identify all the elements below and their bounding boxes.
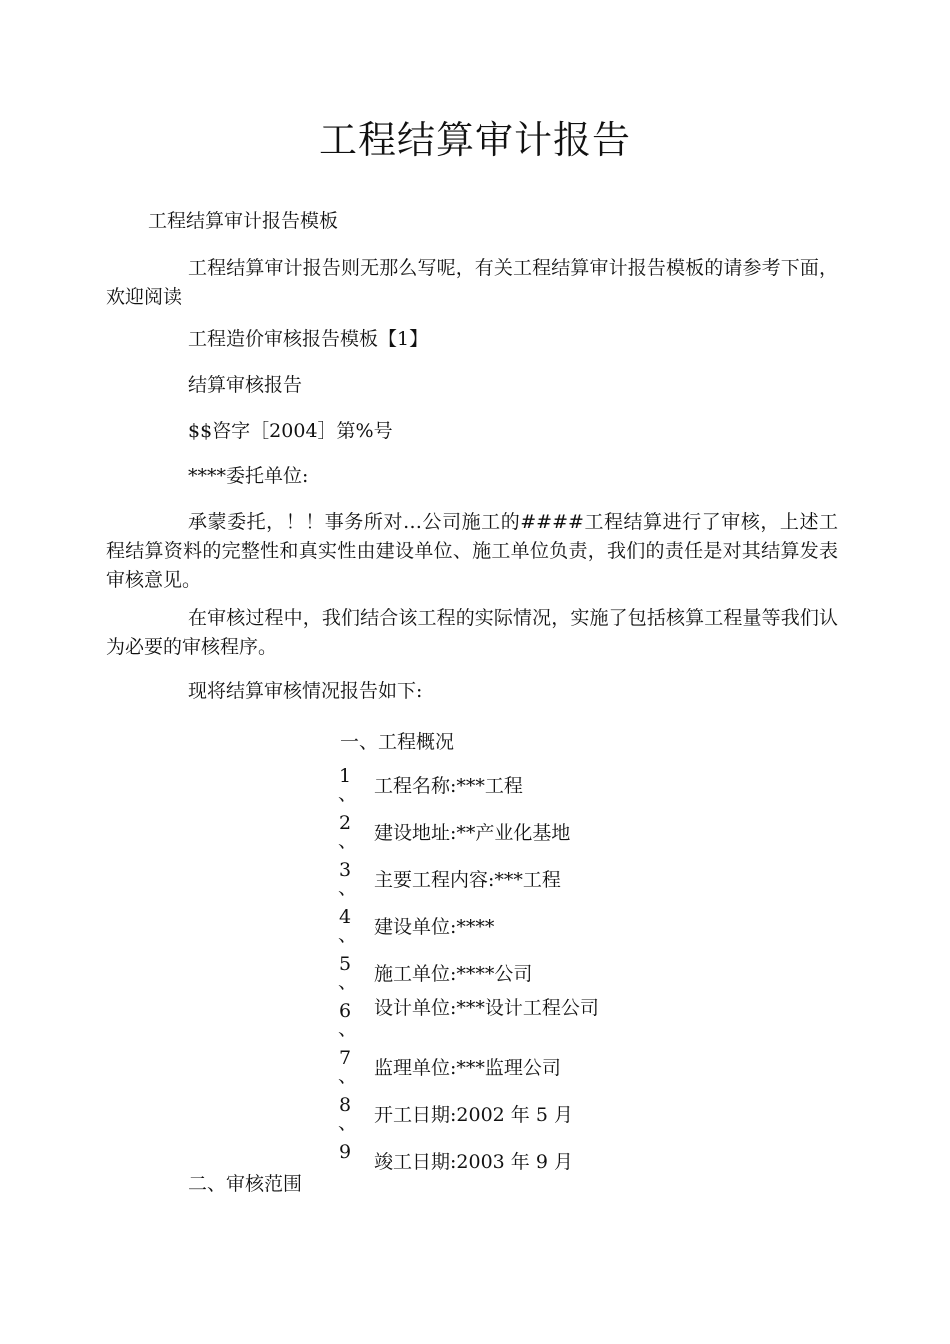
list-item-separator: 、 xyxy=(338,1065,358,1087)
list-item-separator: 、 xyxy=(338,971,358,993)
part1-heading: 一、工程概况 xyxy=(340,731,455,753)
list-item xyxy=(338,1139,608,1186)
list-item-text: 设计单位:***设计工程公司 xyxy=(374,997,599,1019)
list-item-number: 2 xyxy=(338,812,352,834)
list-item xyxy=(338,1092,608,1139)
list-item-separator: 、 xyxy=(338,783,358,805)
part2-heading: 二、审核范围 xyxy=(188,1173,303,1195)
report-lead: 现将结算审核情况报告如下: xyxy=(188,680,423,702)
list-item-separator: 、 xyxy=(338,830,358,852)
list-item-text: 主要工程内容:***工程 xyxy=(374,869,561,891)
list-item xyxy=(338,1045,608,1092)
body-paragraph-2: 在审核过程中，我们结合该工程的实际情况，实施了包括核算工程量等我们认为必要的审核程序。 xyxy=(106,607,838,658)
list-item xyxy=(338,904,608,951)
list-item-text: 监理单位:***监理公司 xyxy=(374,1057,561,1079)
template-subtitle: 工程结算审计报告模板 xyxy=(148,210,339,232)
list-item-text: 开工日期:2002 年 5 月 xyxy=(374,1104,573,1126)
document-title: 工程结算审计报告 xyxy=(318,118,631,162)
list-item-number: 1 xyxy=(338,765,352,787)
list-item xyxy=(338,810,608,857)
list-item-number: 9 xyxy=(338,1141,352,1163)
list-item-separator: 、 xyxy=(338,1018,358,1040)
report-name: 结算审核报告 xyxy=(188,374,303,396)
list-item-text: 竣工日期:2003 年 9 月 xyxy=(374,1151,573,1173)
body-paragraph-1: 承蒙委托，！！事务所对…公司施工的####工程结算进行了审核，上述工程结算资料的完整性和真实性由建设单位、施工单位负责，我们的责任是对其结算发表审核意见。 xyxy=(106,511,838,591)
intro-paragraph: 工程结算审计报告则无那么写呢，有关工程结算审计报告模板的请参考下面，欢迎阅读 xyxy=(106,257,838,308)
list-item-separator: 、 xyxy=(338,1112,358,1134)
list-item-number: 8 xyxy=(338,1094,352,1116)
list-item-text: 建设地址:**产业化基地 xyxy=(374,822,571,844)
list-item-number: 3 xyxy=(338,859,352,881)
list-item-text: 施工单位:****公司 xyxy=(374,963,533,985)
list-item xyxy=(338,857,608,904)
list-item-number: 4 xyxy=(338,906,352,928)
section-heading: 工程造价审核报告模板【1】 xyxy=(188,328,429,350)
document-number: $$咨字［2004］第%号 xyxy=(188,420,393,442)
list-item-number: 5 xyxy=(338,953,352,975)
list-item-number: 6 xyxy=(338,1000,352,1022)
list-item-text: 工程名称:***工程 xyxy=(374,775,523,797)
list-item-number: 7 xyxy=(338,1047,352,1069)
list-item xyxy=(338,998,608,1045)
list-item xyxy=(338,951,608,998)
project-overview-list xyxy=(338,763,608,1186)
list-item-separator: 、 xyxy=(338,924,358,946)
list-item xyxy=(338,763,608,810)
list-item-text: 建设单位:**** xyxy=(374,916,495,938)
client-line: ****委托单位: xyxy=(188,465,309,487)
list-item-separator: 、 xyxy=(338,877,358,899)
